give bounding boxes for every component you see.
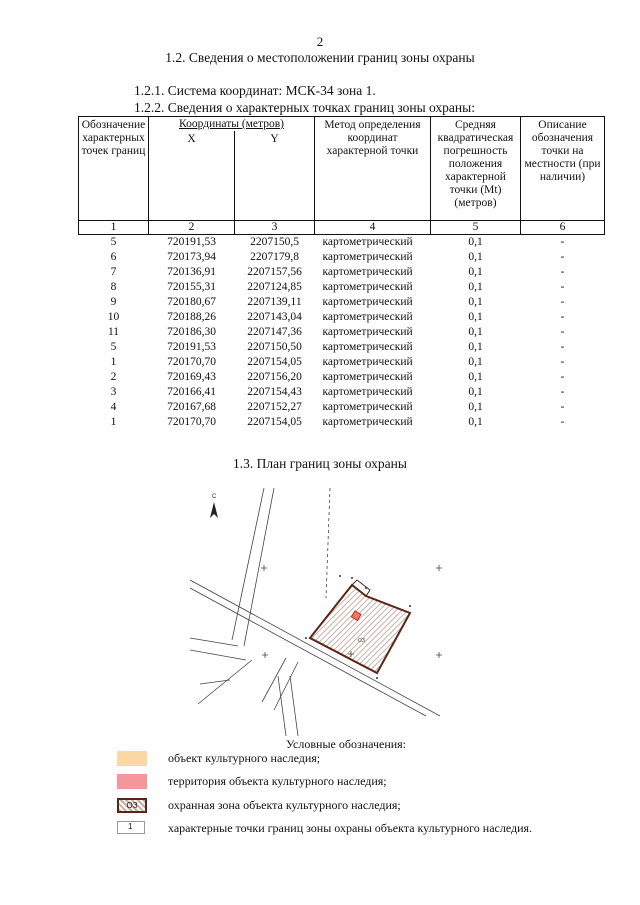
legend-swatch-culture-object — [117, 751, 147, 766]
cell-accuracy: 0,1 — [468, 341, 483, 353]
cell-description: - — [560, 266, 565, 278]
cell-description: - — [560, 251, 565, 263]
table-row — [79, 295, 605, 310]
cell-method: картометрический — [322, 326, 413, 338]
cell-method: картометрический — [322, 266, 413, 278]
legend-swatch-culture-territory — [117, 774, 147, 789]
cell-coord-x: 720170,70 — [167, 416, 216, 428]
coordinate-system-line: 1.2.1. Система координат: МСК-34 зона 1. — [134, 83, 376, 98]
table-row — [79, 310, 605, 325]
cell-coord-y: 2207154,05 — [247, 356, 302, 368]
legend-text: характерные точки границ зоны охраны объекта культурного наследия. — [168, 821, 533, 835]
cell-method: картометрический — [322, 386, 413, 398]
cell-coord-y: 2207143,04 — [247, 311, 302, 323]
cell-coord-x: 720173,94 — [167, 251, 216, 263]
cell-coord-x: 720167,68 — [167, 401, 216, 413]
road-line — [190, 580, 440, 716]
cell-accuracy: 0,1 — [468, 236, 483, 248]
cell-description: - — [560, 341, 565, 353]
cell-accuracy: 0,1 — [468, 266, 483, 278]
protection-zone-polygon — [310, 585, 410, 673]
cell-coord-x: 720136,91 — [167, 266, 216, 278]
cell-coord-y: 2207156,20 — [247, 371, 302, 383]
cell-coord-y: 2207150,5 — [250, 236, 299, 248]
cell-point-number: 4 — [110, 401, 117, 413]
cell-accuracy: 0,1 — [468, 311, 483, 323]
cell-description: - — [560, 386, 565, 398]
road-line — [198, 660, 252, 704]
cell-description: - — [560, 281, 565, 293]
cell-accuracy: 0,1 — [468, 326, 483, 338]
cell-coord-x: 720170,70 — [167, 356, 216, 368]
section-title-location: 1.2. Сведения о местоположении границ зоны охраны — [165, 50, 475, 65]
cell-point-number: 5 — [110, 341, 117, 353]
cell-coord-x: 720155,31 — [167, 281, 216, 293]
section-title-plan: 1.3. План границ зоны охраны — [233, 456, 407, 471]
svg-text:С: С — [212, 494, 217, 500]
cell-description: - — [560, 326, 565, 338]
parcel-line — [326, 488, 330, 598]
cell-coord-y: 2207124,85 — [247, 281, 302, 293]
cell-point-number: 10 — [107, 311, 120, 323]
cell-accuracy: 0,1 — [468, 371, 483, 383]
cell-description: - — [560, 356, 565, 368]
cell-accuracy: 0,1 — [468, 251, 483, 263]
points-table-body — [79, 235, 605, 431]
table-row — [79, 280, 605, 295]
column-number: 4 — [315, 221, 431, 235]
cell-point-number: 6 — [110, 251, 117, 263]
cell-accuracy: 0,1 — [468, 296, 483, 308]
cell-accuracy: 0,1 — [468, 386, 483, 398]
road-line — [278, 676, 286, 736]
cell-coord-x: 720188,26 — [167, 311, 216, 323]
table-row — [79, 325, 605, 340]
cell-coord-x: 720186,30 — [167, 326, 216, 338]
legend-text: объект культурного наследия; — [168, 751, 321, 765]
table-row — [79, 340, 605, 355]
table-row — [79, 250, 605, 265]
cell-coord-x: 720180,67 — [167, 296, 216, 308]
table-row — [79, 385, 605, 400]
cell-method: картометрический — [322, 251, 413, 263]
legend-swatch-boundary-points: 1 — [117, 821, 145, 834]
cell-point-number: 5 — [110, 236, 117, 248]
cell-method: картометрический — [322, 356, 413, 368]
cell-point-number: 8 — [110, 281, 117, 293]
boundary-points-table — [78, 116, 605, 430]
legend-text: территория объекта культурного наследия; — [168, 774, 387, 788]
cell-point-number: 2 — [110, 371, 117, 383]
cell-description: - — [560, 416, 565, 428]
column-numbers-row — [79, 221, 605, 235]
cell-accuracy: 0,1 — [468, 401, 483, 413]
cell-coord-y: 2207147,36 — [247, 326, 302, 338]
cell-coord-y: 2207152,27 — [247, 401, 302, 413]
cell-coord-x: 720166,41 — [167, 386, 216, 398]
cell-coord-y: 2207179,8 — [250, 251, 299, 263]
table-row — [79, 415, 605, 430]
column-number: 2 — [149, 221, 235, 235]
cell-coord-y: 2207139,11 — [247, 296, 302, 308]
cell-point-number: 1 — [110, 356, 117, 368]
table-row — [79, 400, 605, 415]
road-line — [290, 676, 298, 736]
header-coordinates: Координаты (метров) — [149, 117, 315, 132]
legend-title: Условные обозначения: — [286, 737, 407, 751]
header-x: X — [149, 131, 235, 221]
north-arrow-icon — [210, 494, 218, 518]
page-number: 2 — [316, 34, 324, 49]
protection-zone-plan-map — [190, 488, 450, 738]
header-y: Y — [235, 131, 315, 221]
cell-coord-y: 2207154,43 — [247, 386, 302, 398]
column-number: 3 — [235, 221, 315, 235]
legend-text: охранная зона объекта культурного наследия; — [168, 798, 401, 812]
table-row — [79, 370, 605, 385]
cell-description: - — [560, 311, 565, 323]
cell-accuracy: 0,1 — [468, 356, 483, 368]
cell-coord-y: 2207154,05 — [247, 416, 302, 428]
cell-accuracy: 0,1 — [468, 416, 483, 428]
cell-coord-y: 2207150,50 — [247, 341, 302, 353]
cell-accuracy: 0,1 — [468, 281, 483, 293]
cell-coord-x: 720191,53 — [167, 341, 216, 353]
header-accuracy: Средняя квадратическая погрешность положения характерной точки (Mt) (метров) — [431, 117, 521, 221]
column-number: 5 — [431, 221, 521, 235]
cell-coord-x: 720169,43 — [167, 371, 216, 383]
cell-method: картометрический — [322, 281, 413, 293]
legend-swatch-protection-zone: ОЗ — [117, 798, 147, 813]
cell-coord-x: 720191,53 — [167, 236, 216, 248]
cell-point-number: 9 — [110, 296, 117, 308]
cell-description: - — [560, 296, 565, 308]
cell-description: - — [560, 371, 565, 383]
points-table-heading: 1.2.2. Сведения о характерных точках границ зоны охраны: — [134, 100, 475, 115]
cell-method: картометрический — [322, 401, 413, 413]
header-description: Описание обозначения точки на местности (при наличии) — [521, 117, 605, 221]
road-line — [274, 662, 298, 710]
cell-coord-y: 2207157,56 — [247, 266, 302, 278]
column-number: 1 — [79, 221, 149, 235]
road-line — [190, 650, 246, 660]
cell-method: картометрический — [322, 341, 413, 353]
cell-method: картометрический — [322, 236, 413, 248]
cell-method: картометрический — [322, 311, 413, 323]
column-number: 6 — [521, 221, 605, 235]
cell-description: - — [560, 401, 565, 413]
cell-point-number: 1 — [110, 416, 117, 428]
road-line — [262, 658, 286, 702]
road-line — [190, 638, 238, 646]
cell-point-number: 3 — [110, 386, 117, 398]
header-method: Метод определения координат характерной точки — [315, 117, 431, 221]
header-point-designation: Обозначение характерных точек границ — [79, 117, 149, 221]
cell-point-number: 7 — [110, 266, 117, 278]
cell-method: картометрический — [322, 416, 413, 428]
zone-label: ОЗ — [358, 638, 365, 644]
table-row — [79, 235, 605, 251]
table-row — [79, 265, 605, 280]
cell-point-number: 11 — [107, 326, 120, 338]
cell-method: картометрический — [322, 371, 413, 383]
table-row — [79, 355, 605, 370]
cell-method: картометрический — [322, 296, 413, 308]
cell-description: - — [560, 236, 565, 248]
